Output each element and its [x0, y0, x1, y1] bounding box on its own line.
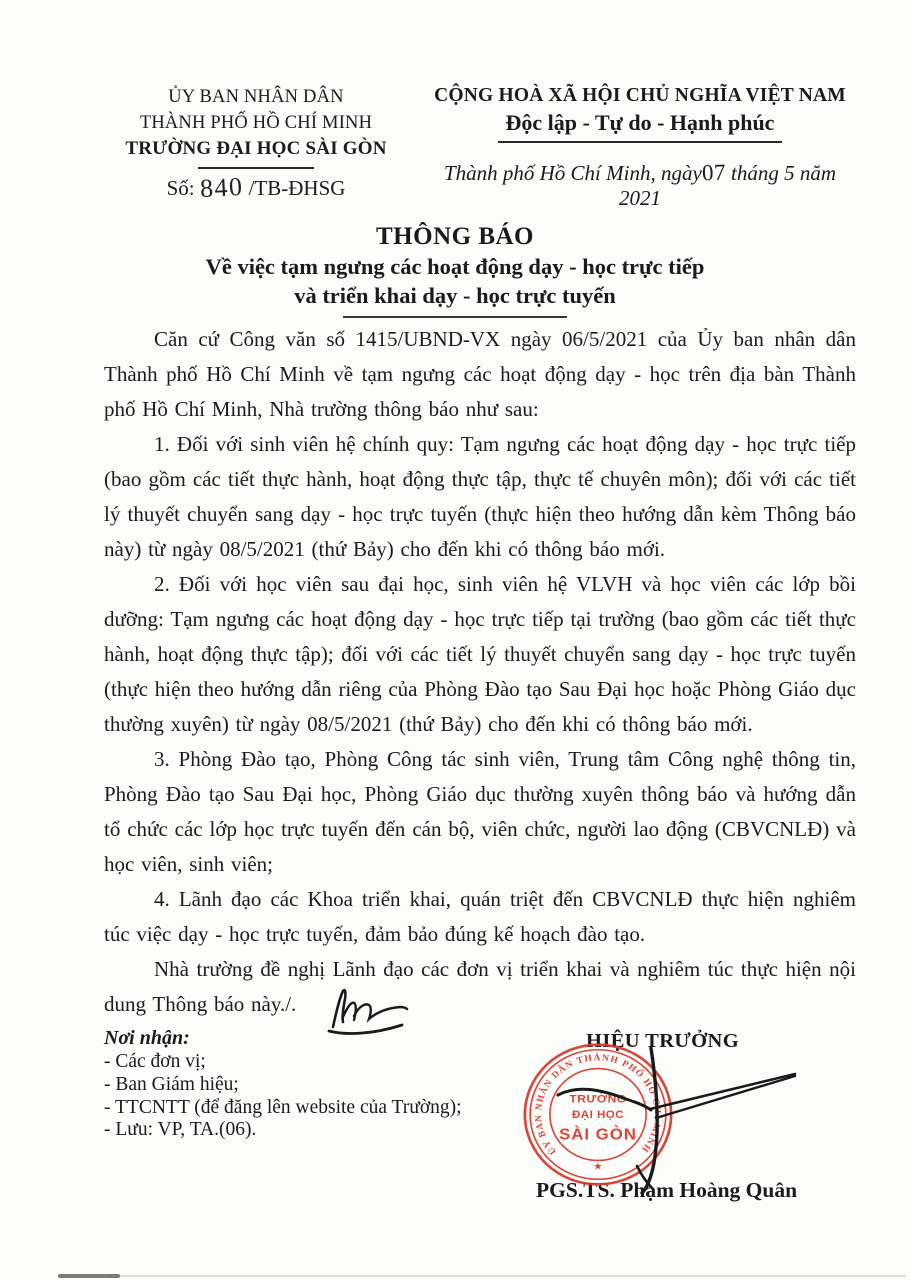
paragraph-item-4: 4. Lãnh đạo các Khoa triển khai, quán triệt đến CBVCNLĐ thực hiện nghiêm túc việc dạy - học trực tuyến, đảm bảo đúng kế hoạch đào tạo. [104, 887, 856, 946]
document-number-handwritten: 840 [199, 171, 245, 204]
recipient-item-1: - Các đơn vị; [104, 1051, 206, 1072]
document-subtitle-line2: và triển khai dạy - học trực tuyến [294, 283, 616, 308]
date-prefix: Thành phố Hồ Chí Minh, ngày [443, 161, 702, 185]
issuer-university: TRƯỜNG ĐẠI HỌC SÀI GÒN [125, 138, 387, 159]
seal-star-icon: ★ [593, 1161, 603, 1173]
title-block [0, 222, 910, 318]
document-body [104, 322, 856, 1022]
issuer-parent-org: ỦY BAN NHÂN DÂN [168, 87, 344, 107]
title-rule [343, 316, 567, 318]
recipients-label: Nơi nhận: [104, 1027, 190, 1049]
document-number-suffix: /TB-ĐHSG [248, 176, 346, 200]
document-date [424, 160, 856, 211]
national-motto-line1: CỘNG HOÀ XÃ HỘI CHỦ NGHĨA VIỆT NAM [434, 85, 846, 106]
recipient-item-2: - Ban Giám hiệu; [104, 1073, 239, 1095]
issuer-rule [198, 167, 314, 169]
issuer-block [100, 84, 412, 204]
paragraph-intro: Căn cứ Công văn số 1415/UBND-VX ngày 06/5/2021 của Ủy ban nhân dân Thành phố Hồ Chí Minh về tạm ngưng các hoạt động dạy - học trên địa bàn Thành phố Hồ Chí Minh, Nhà trường thông báo như sau: [104, 327, 856, 421]
document-subtitle-line1: Về việc tạm ngưng các hoạt động dạy - học trực tiếp [205, 254, 705, 279]
signer-name: PGS.TS. Phạm Hoàng Quân [536, 1178, 798, 1202]
national-block [424, 84, 856, 211]
paragraph-item-3: 3. Phòng Đào tạo, Phòng Công tác sinh viên, Trung tâm Công nghệ thông tin, Phòng Đào tạo Sau Đại học, Phòng Giáo dục thường xuyên thông báo và hướng dẫn tổ chức các lớp học trực tuyến đến cán bộ, viên chức, người lao động (CBVCNLĐ) và học viên, sinh viên; [104, 747, 856, 876]
issuer-city: THÀNH PHỐ HỒ CHÍ MINH [139, 113, 373, 133]
national-rule [498, 141, 782, 143]
document-number-prefix: Số: [166, 176, 195, 200]
recipient-item-3: - TTCNTT (để đăng lên website của Trường); [104, 1096, 462, 1118]
handwritten-signature [545, 1038, 815, 1203]
recipient-item-4: - Lưu: VP, TA.(06). [104, 1119, 257, 1141]
paragraph-closing: Nhà trường đề nghị Lãnh đạo các đơn vị triển khai và nghiêm túc thực hiện nội dung Thông báo này./. [104, 957, 856, 1016]
document-number [100, 171, 412, 204]
national-motto-line2: Độc lập - Tự do - Hạnh phúc [505, 110, 775, 135]
paragraph-item-1: 1. Đối với sinh viên hệ chính quy: Tạm ngưng các hoạt động dạy - học trực tiếp (bao gồm các tiết thực hành, hoạt động thực tập, thực tế chuyên môn); đối với các tiết lý thuyết chuyển sang dạy - học trực tuyến (thực hiện theo hướng dẫn kèm Thông báo này) từ ngày 08/5/2021 (thứ Bảy) cho đến khi có thông báo mới. [104, 432, 856, 561]
handwritten-initial [326, 985, 414, 1037]
date-suffix: tháng 5 năm 2021 [619, 161, 837, 210]
recipients-block [104, 1026, 524, 1142]
document-heading: THÔNG BÁO [376, 223, 534, 250]
paragraph-item-2: 2. Đối với học viên sau đại học, sinh viên hệ VLVH và học viên các lớp bồi dưỡng: Tạm ngưng các hoạt động dạy - học trực tiếp tại trường (bao gồm các tiết thực hành, hoạt động thực tập); đối với các tiết lý thuyết chuyển sang dạy - học trực tuyến (thực hiện theo hướng dẫn riêng của Phòng Đào tạo Sau Đại học hoặc Phòng Giáo dục thường xuyên) từ ngày 08/5/2021 (thứ Bảy) cho đến khi có thông báo mới. [104, 572, 856, 736]
seal-center-line3: SÀI GÒN [559, 1125, 637, 1144]
signer-position: HIỆU TRƯỞNG [586, 1030, 740, 1052]
seal-center-line2: ĐẠI HỌC [571, 1109, 625, 1122]
scan-artifact [120, 1275, 906, 1277]
scan-artifact [58, 1274, 120, 1278]
seal-center-line1: TRƯỜNG [569, 1092, 627, 1106]
seal-ring-text: ỦY BAN NHÂN DÂN THÀNH PHỐ HỒ CHÍ MINH [533, 1053, 663, 1156]
date-day-handwritten: 07 [701, 159, 727, 186]
